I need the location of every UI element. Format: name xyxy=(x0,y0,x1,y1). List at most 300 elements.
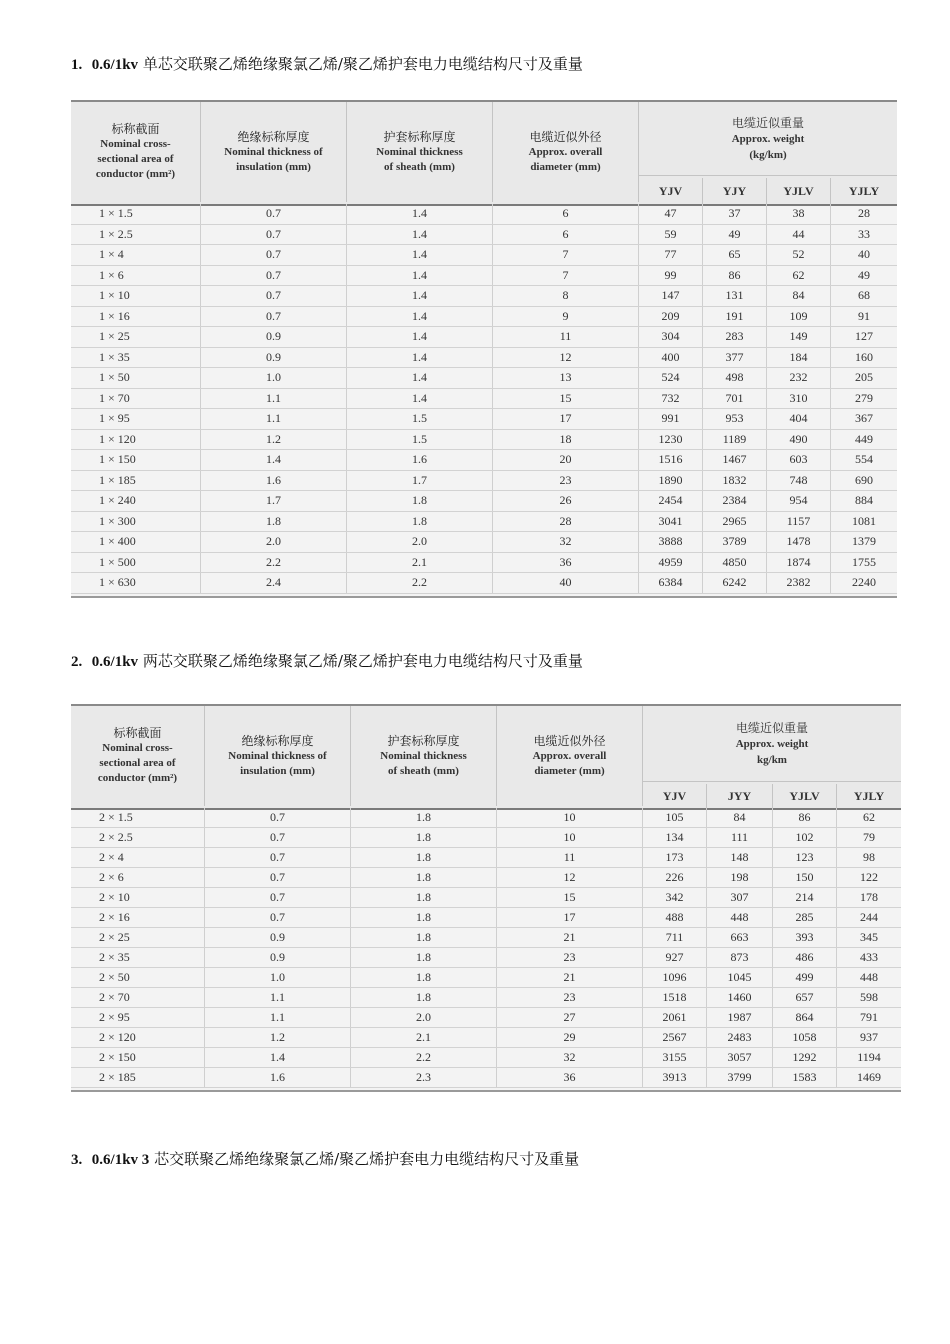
table-cell: 499 xyxy=(773,968,837,987)
table-cell: 122 xyxy=(860,870,878,884)
table-row xyxy=(71,888,901,908)
header-diameter xyxy=(493,102,639,202)
table-cell: 1.8 xyxy=(201,512,347,532)
table-cell: 12 xyxy=(497,868,643,887)
table-row xyxy=(71,868,901,888)
header-sheath xyxy=(351,706,497,806)
header-diameter xyxy=(497,706,643,806)
table-row xyxy=(71,828,901,848)
table-cell: 36 xyxy=(497,1068,643,1087)
table-cell: 2384 xyxy=(703,491,767,511)
table-cell: 15 xyxy=(497,888,643,907)
table-cell: 663 xyxy=(707,928,773,947)
table-row xyxy=(71,532,897,553)
table-cell: 1.4 xyxy=(347,245,493,265)
table-cell: 40 xyxy=(493,573,639,593)
table-cell: 1.8 xyxy=(351,908,497,927)
header-yjlv: YJLV xyxy=(773,784,837,808)
table-cell: 690 xyxy=(855,472,873,487)
table-cell: 304 xyxy=(639,327,703,347)
table-cell: 77 xyxy=(639,245,703,265)
table-cell: 1.5 xyxy=(347,409,493,429)
table-cell: 27 xyxy=(497,1008,643,1027)
table-cell: 32 xyxy=(497,1048,643,1067)
table-cell: 1469 xyxy=(857,1070,881,1084)
table-cell: 310 xyxy=(767,389,831,409)
table-cell: 0.7 xyxy=(205,848,351,867)
table-cell: 150 xyxy=(773,868,837,887)
header-jyy: JYY xyxy=(707,784,773,808)
table-cell: 160 xyxy=(855,349,873,364)
table-cell: 1.1 xyxy=(205,1008,351,1027)
table-cell: 1 × 50 xyxy=(71,368,201,388)
table-cell: 2965 xyxy=(703,512,767,532)
table-cell: 2 × 150 xyxy=(71,1048,205,1067)
table-cell: 404 xyxy=(767,409,831,429)
table-cell: 377 xyxy=(703,348,767,368)
table-row xyxy=(71,327,897,348)
table-cell: 953 xyxy=(703,409,767,429)
table-cell: 1.7 xyxy=(201,491,347,511)
table-cell: 3799 xyxy=(707,1068,773,1087)
table-cell: 991 xyxy=(639,409,703,429)
table-cell: 1987 xyxy=(707,1008,773,1027)
table-cell: 29 xyxy=(497,1028,643,1047)
table-cell: 28 xyxy=(858,206,870,221)
header-area-en: Nominal cross-sectional area of conductor (mm²) xyxy=(97,742,178,784)
table-header xyxy=(71,706,901,810)
table-cell: 3789 xyxy=(703,532,767,552)
header-diameter-en: Approx. overall diameter (mm) xyxy=(528,145,603,173)
header-yjv: YJV xyxy=(639,178,703,204)
table-cell: 1.8 xyxy=(351,828,497,847)
header-weight-en: Approx. weight xyxy=(731,132,805,145)
table-cell: 2 × 50 xyxy=(71,968,205,987)
table-cell: 84 xyxy=(707,808,773,827)
table-cell: 1.2 xyxy=(205,1028,351,1047)
table-cell: 98 xyxy=(863,850,875,864)
table-cell: 65 xyxy=(703,245,767,265)
table-cell: 0.7 xyxy=(205,828,351,847)
table-cell: 2 × 95 xyxy=(71,1008,205,1027)
table-cell: 598 xyxy=(860,990,878,1004)
table-cell: 0.9 xyxy=(205,928,351,947)
table-cell: 1.8 xyxy=(351,808,497,827)
table-row xyxy=(71,409,897,430)
table-cell: 0.7 xyxy=(201,225,347,245)
table-cell: 23 xyxy=(493,471,639,491)
table-cell: 6384 xyxy=(639,573,703,593)
table-cell: 873 xyxy=(707,948,773,967)
table-cell: 448 xyxy=(707,908,773,927)
table-cell: 17 xyxy=(493,409,639,429)
table-cell: 1 × 6 xyxy=(71,266,201,286)
table-cell: 0.9 xyxy=(205,948,351,967)
table-cell: 49 xyxy=(858,267,870,282)
table-cell: 732 xyxy=(639,389,703,409)
section-voltage: 0.6/1kv xyxy=(91,57,139,73)
table-cell: 1.5 xyxy=(347,430,493,450)
table-cell: 17 xyxy=(497,908,643,927)
table-row xyxy=(71,491,897,512)
table-row xyxy=(71,948,901,968)
section-1-heading xyxy=(71,54,583,75)
table-cell: 1.2 xyxy=(201,430,347,450)
table-cell: 1.7 xyxy=(347,471,493,491)
table-cell: 11 xyxy=(493,327,639,347)
table-cell: 68 xyxy=(858,288,870,303)
table-cell: 3913 xyxy=(643,1068,707,1087)
table-cell: 109 xyxy=(767,307,831,327)
header-weight-zh: 电缆近似重量 xyxy=(731,115,804,130)
table-cell: 1 × 400 xyxy=(71,532,201,552)
table-cell: 2454 xyxy=(639,491,703,511)
header-area-zh: 标称截面 xyxy=(111,122,160,136)
table-cell: 498 xyxy=(703,368,767,388)
header-insulation-en: Nominal thickness of insulation (mm) xyxy=(228,749,327,777)
table-cell: 1 × 300 xyxy=(71,512,201,532)
table-cell: 1.8 xyxy=(351,968,497,987)
table-cell: 748 xyxy=(767,471,831,491)
table-cell: 32 xyxy=(493,532,639,552)
table-row xyxy=(71,307,897,328)
table-cell: 1.4 xyxy=(347,327,493,347)
table-cell: 1 × 630 xyxy=(71,573,201,593)
table-cell: 2.4 xyxy=(201,573,347,593)
table-cell: 1.4 xyxy=(347,389,493,409)
table-cell: 10 xyxy=(497,808,643,827)
table-cell: 2240 xyxy=(852,575,876,590)
table-cell: 1.8 xyxy=(351,988,497,1007)
table-cell: 342 xyxy=(643,888,707,907)
section-number: 1. xyxy=(71,57,83,73)
table-cell: 524 xyxy=(639,368,703,388)
table-cell: 1.1 xyxy=(205,988,351,1007)
table-cell: 2382 xyxy=(767,573,831,593)
table-cell: 191 xyxy=(703,307,767,327)
table-cell: 393 xyxy=(773,928,837,947)
table-cell: 1 × 4 xyxy=(71,245,201,265)
table-cell: 1.8 xyxy=(347,512,493,532)
table-cell: 47 xyxy=(639,204,703,224)
header-sheath-zh: 护套标称厚度 xyxy=(383,129,456,144)
table-cell: 1.6 xyxy=(205,1068,351,1087)
table-cell: 147 xyxy=(639,286,703,306)
table-cell: 79 xyxy=(863,830,875,844)
table-cell: 0.7 xyxy=(205,868,351,887)
table-cell: 178 xyxy=(860,890,878,904)
table-cell: 8 xyxy=(493,286,639,306)
table-cell: 2 × 35 xyxy=(71,948,205,967)
table-cell: 86 xyxy=(773,808,837,827)
table-cell: 603 xyxy=(767,450,831,470)
table-cell: 3888 xyxy=(639,532,703,552)
table-cell: 367 xyxy=(855,411,873,426)
table-cell: 307 xyxy=(707,888,773,907)
table-cell: 1460 xyxy=(707,988,773,1007)
table-cell: 4850 xyxy=(703,553,767,573)
table-row xyxy=(71,512,897,533)
header-sheath-en: Nominal thickness of sheath (mm) xyxy=(376,145,463,173)
table-cell: 1.1 xyxy=(201,389,347,409)
table-cell: 1.1 xyxy=(201,409,347,429)
table-cell: 2 × 16 xyxy=(71,908,205,927)
table-cell: 486 xyxy=(773,948,837,967)
table-cell: 205 xyxy=(855,370,873,385)
section-title: 两芯交联聚乙烯绝缘聚氯乙烯/聚乙烯护套电力电缆结构尺寸及重量 xyxy=(142,652,583,670)
table-row xyxy=(71,573,897,594)
table-cell: 1518 xyxy=(643,988,707,1007)
table-cell: 3155 xyxy=(643,1048,707,1067)
table-cell: 86 xyxy=(703,266,767,286)
section-title: 芯交联聚乙烯绝缘聚氯乙烯/聚乙烯护套电力电缆结构尺寸及重量 xyxy=(154,1150,580,1168)
table-row xyxy=(71,225,897,246)
section-3-heading xyxy=(71,1149,579,1170)
table-cell: 2.0 xyxy=(351,1008,497,1027)
table-cell: 1890 xyxy=(639,471,703,491)
table-cell: 657 xyxy=(773,988,837,1007)
table-cell: 2 × 185 xyxy=(71,1068,205,1087)
table-cell: 1 × 35 xyxy=(71,348,201,368)
header-insulation-zh: 绝缘标称厚度 xyxy=(237,129,310,144)
table-cell: 2.0 xyxy=(201,532,347,552)
table-cell: 2567 xyxy=(643,1028,707,1047)
table-cell: 1292 xyxy=(773,1048,837,1067)
table-cell: 49 xyxy=(703,225,767,245)
section-voltage: 0.6/1kv xyxy=(91,654,139,670)
table-cell: 791 xyxy=(860,1010,878,1024)
table-cell: 1 × 16 xyxy=(71,307,201,327)
table-row xyxy=(71,1048,901,1068)
table-cell: 131 xyxy=(703,286,767,306)
table-cell: 0.9 xyxy=(201,348,347,368)
table-row xyxy=(71,368,897,389)
header-area-zh: 标称截面 xyxy=(113,726,162,740)
header-yjly: YJLY xyxy=(853,788,885,803)
table-cell: 1045 xyxy=(707,968,773,987)
table-cell: 33 xyxy=(858,226,870,241)
table-cell: 209 xyxy=(639,307,703,327)
table-cell: 1.6 xyxy=(347,450,493,470)
table-cell: 1.8 xyxy=(351,848,497,867)
table-cell: 345 xyxy=(860,930,878,944)
table-cell: 3057 xyxy=(707,1048,773,1067)
table-cell: 10 xyxy=(497,828,643,847)
table-cell: 1.8 xyxy=(347,491,493,511)
table-cell: 3041 xyxy=(639,512,703,532)
table-cell: 12 xyxy=(493,348,639,368)
header-diameter-zh: 电缆近似外径 xyxy=(533,733,606,748)
header-weight-en: Approx. weight xyxy=(735,737,809,750)
table-row xyxy=(71,928,901,948)
table-header xyxy=(71,102,897,206)
table-cell: 283 xyxy=(703,327,767,347)
table-cell: 1.4 xyxy=(347,225,493,245)
table-cell: 4959 xyxy=(639,553,703,573)
table-cell: 2.2 xyxy=(347,573,493,593)
table-cell: 400 xyxy=(639,348,703,368)
table-cell: 1.8 xyxy=(351,928,497,947)
table-cell: 1 × 70 xyxy=(71,389,201,409)
table-cell: 226 xyxy=(643,868,707,887)
table-cell: 2 × 120 xyxy=(71,1028,205,1047)
table-cell: 2.2 xyxy=(201,553,347,573)
table-cell: 84 xyxy=(767,286,831,306)
table-cell: 1.4 xyxy=(347,348,493,368)
section-2-heading xyxy=(71,651,583,672)
header-sheath-zh: 护套标称厚度 xyxy=(387,733,460,748)
table-cell: 13 xyxy=(493,368,639,388)
table-cell: 0.7 xyxy=(205,908,351,927)
table-cell: 2 × 10 xyxy=(71,888,205,907)
table-cell: 105 xyxy=(643,808,707,827)
table-cell: 184 xyxy=(767,348,831,368)
table-cell: 1.4 xyxy=(347,307,493,327)
header-weight xyxy=(643,706,901,782)
table-cell: 99 xyxy=(639,266,703,286)
table-row xyxy=(71,450,897,471)
table-cell: 127 xyxy=(855,329,873,344)
table-cell: 554 xyxy=(855,452,873,467)
table-cell: 1189 xyxy=(703,430,767,450)
table-row xyxy=(71,848,901,868)
table-cell: 134 xyxy=(643,828,707,847)
table-cell: 9 xyxy=(493,307,639,327)
table-cell: 2483 xyxy=(707,1028,773,1047)
table-cell: 1081 xyxy=(852,513,876,528)
table-cell: 123 xyxy=(773,848,837,867)
table-cell: 927 xyxy=(643,948,707,967)
table-row xyxy=(71,430,897,451)
table-cell: 26 xyxy=(493,491,639,511)
table-cell: 2 × 1.5 xyxy=(71,808,205,827)
table-cell: 11 xyxy=(497,848,643,867)
table-cell: 62 xyxy=(863,810,875,824)
table-cell: 7 xyxy=(493,266,639,286)
table-row xyxy=(71,988,901,1008)
table-cell: 937 xyxy=(860,1030,878,1044)
header-insulation xyxy=(201,102,347,202)
table-cell: 884 xyxy=(855,493,873,508)
table-cell: 18 xyxy=(493,430,639,450)
header-sheath xyxy=(347,102,493,202)
table-row xyxy=(71,471,897,492)
table-cell: 2 × 6 xyxy=(71,868,205,887)
table-row xyxy=(71,808,901,828)
table-cell: 1096 xyxy=(643,968,707,987)
header-yjy: YJY xyxy=(703,178,767,204)
table-cell: 0.7 xyxy=(205,888,351,907)
table-cell: 279 xyxy=(855,390,873,405)
header-area-en: Nominal cross-sectional area of conductor (mm²) xyxy=(95,138,176,180)
table-cell: 2 × 70 xyxy=(71,988,205,1007)
table-cell: 6 xyxy=(493,225,639,245)
table-cell: 59 xyxy=(639,225,703,245)
table-cell: 148 xyxy=(707,848,773,867)
table-row xyxy=(71,1028,901,1048)
table-cell: 449 xyxy=(855,431,873,446)
table-cell: 1467 xyxy=(703,450,767,470)
table-cell: 285 xyxy=(773,908,837,927)
table-cell: 1 × 95 xyxy=(71,409,201,429)
table-cell: 1755 xyxy=(852,554,876,569)
header-weight-unit: (kg/km) xyxy=(749,148,787,161)
table-cell: 1478 xyxy=(767,532,831,552)
table-cell: 1 × 120 xyxy=(71,430,201,450)
header-yjly: YJLY xyxy=(848,183,880,198)
table-cell: 1.0 xyxy=(201,368,347,388)
table-cell: 1.0 xyxy=(205,968,351,987)
table-cell: 52 xyxy=(767,245,831,265)
header-yjlv: YJLV xyxy=(767,178,831,204)
header-weight xyxy=(639,102,897,176)
table-cell: 0.7 xyxy=(201,307,347,327)
table-cell: 37 xyxy=(703,204,767,224)
table-cell: 2.3 xyxy=(351,1068,497,1087)
table-cell: 1516 xyxy=(639,450,703,470)
table-cell: 1157 xyxy=(767,512,831,532)
table-cell: 149 xyxy=(767,327,831,347)
table-cell: 490 xyxy=(767,430,831,450)
table-cell: 1 × 2.5 xyxy=(71,225,201,245)
table-cell: 7 xyxy=(493,245,639,265)
table-cell: 1.4 xyxy=(347,286,493,306)
header-sheath-en: Nominal thickness of sheath (mm) xyxy=(380,749,467,777)
table-cell: 28 xyxy=(493,512,639,532)
section-voltage: 0.6/1kv 3 xyxy=(91,1152,150,1168)
table-row xyxy=(71,266,897,287)
table-cell: 2.0 xyxy=(347,532,493,552)
table-cell: 0.7 xyxy=(201,204,347,224)
table-row xyxy=(71,908,901,928)
header-area xyxy=(71,102,201,202)
table-cell: 1.4 xyxy=(205,1048,351,1067)
table-cell: 2061 xyxy=(643,1008,707,1027)
table-cell: 1.8 xyxy=(351,868,497,887)
table-cell: 1.4 xyxy=(347,266,493,286)
cable-table-single-core xyxy=(71,100,897,598)
table-cell: 701 xyxy=(703,389,767,409)
table-cell: 1379 xyxy=(852,534,876,549)
table-cell: 448 xyxy=(860,970,878,984)
table-cell: 40 xyxy=(858,247,870,262)
table-cell: 232 xyxy=(767,368,831,388)
table-cell: 0.7 xyxy=(201,245,347,265)
table-cell: 1.6 xyxy=(201,471,347,491)
table-row xyxy=(71,968,901,988)
table-cell: 2.2 xyxy=(351,1048,497,1067)
header-insulation-zh: 绝缘标称厚度 xyxy=(241,733,314,748)
header-weight-unit: kg/km xyxy=(757,753,787,766)
table-cell: 864 xyxy=(773,1008,837,1027)
table-cell: 0.9 xyxy=(201,327,347,347)
table-row xyxy=(71,204,897,225)
table-cell: 1874 xyxy=(767,553,831,573)
table-cell: 15 xyxy=(493,389,639,409)
header-insulation-en: Nominal thickness of insulation (mm) xyxy=(224,145,323,173)
table-cell: 1230 xyxy=(639,430,703,450)
table-cell: 214 xyxy=(773,888,837,907)
header-insulation xyxy=(205,706,351,806)
table-cell: 1832 xyxy=(703,471,767,491)
table-row xyxy=(71,1068,901,1088)
table-row xyxy=(71,1008,901,1028)
table-cell: 6242 xyxy=(703,573,767,593)
table-cell: 23 xyxy=(497,988,643,1007)
table-cell: 21 xyxy=(497,928,643,947)
table-cell: 0.7 xyxy=(201,286,347,306)
table-cell: 1 × 10 xyxy=(71,286,201,306)
